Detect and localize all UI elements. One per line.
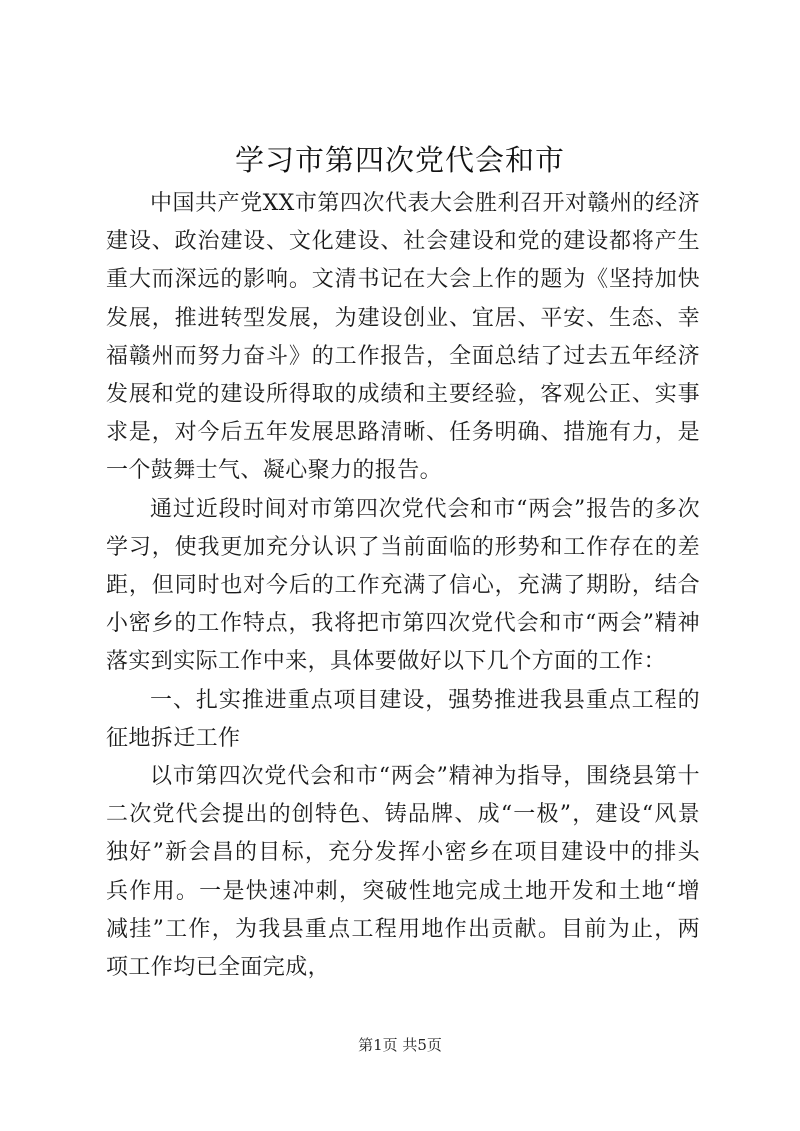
page-number-footer: 第1页 共5页 [358, 1036, 442, 1054]
document-body [106, 185, 700, 987]
paragraph-2: 通过近段时间对市第四次党代会和市“两会”报告的多次学习，使我更加充分认识了当前面临的形势和工作存在的差距，但同时也对今后的工作充满了信心，充满了期盼，结合小密乡的工作特点，我将把市第四次党代会和市“两会”精神落实到实际工作中来，具体要做好以下几个方面的工作： [106, 496, 700, 675]
document-title: 学习市第四次党代会和市 [234, 143, 565, 177]
paragraph-1: 中国共产党XX市第四次代表大会胜利召开对赣州的经济建设、政治建设、文化建设、社会建设和党的建设都将产生重大而深远的影响。文清书记在大会上作的题为《坚持加快发展，推进转型发展，为建设创业、宜居、平安、生态、幸福赣州而努力奋斗》的工作报告，全面总结了过去五年经济发展和党的建设所得取的成绩和主要经验，客观公正、实事求是，对今后五年发展思路清晰、任务明确、措施有力，是一个鼓舞士气、凝心聚力的报告。 [106, 191, 700, 484]
section-heading-1: 一、扎实推进重点项目建设，强势推进我县重点工程的征地拆迁工作 [106, 687, 700, 751]
paragraph-3: 以市第四次党代会和市“两会”精神为指导，围绕县第十二次党代会提出的创特色、铸品牌、成“一极”，建设“风景独好”新会昌的目标，充分发挥小密乡在项目建设中的排头兵作用。一是快速冲刺，突破性地完成土地开发和土地“增减挂”工作，为我县重点工程用地作出贡献。目前为止，两项工作均已全面完成， [106, 764, 700, 981]
